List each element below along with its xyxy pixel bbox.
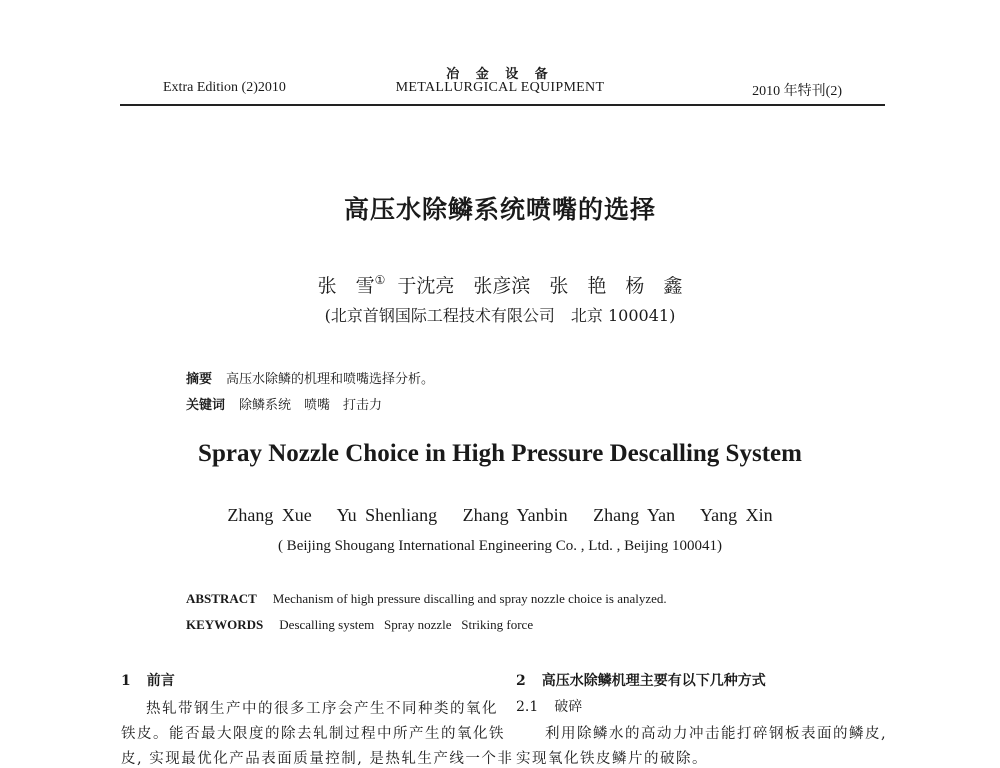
body-line: 热轧带钢生产中的很多工序会产生不同种类的氧化 [146,701,498,717]
abstract-cn-text: 高压水除鳞的机理和喷嘴选择分析。 [226,372,435,387]
header-edition: Extra Edition (2)2010 [163,80,286,95]
section-number: 1 [121,673,131,689]
body-line: 实现氧化铁皮鳞片的破除。 [516,751,708,767]
keywords-en [186,617,533,633]
authors-cn [0,271,1000,298]
subsection-heading [516,696,582,716]
subsection-number: 2.1 [516,699,539,715]
section-heading-intro [121,670,175,690]
header-issue: 2010 年特刊(2) [752,84,842,99]
section-number: 2 [516,673,526,689]
keywords-cn-text: 除鳞系统 喷嘴 打击力 [239,398,383,413]
journal-name-cn: 冶 金 设 备 [446,67,554,82]
body-line: 利用除鳞水的高动力冲击能打碎钢板表面的鳞皮, [545,726,888,742]
section-title: 前言 [146,673,175,689]
keywords-cn-label: 关键词 [186,398,226,413]
subsection-title: 破碎 [554,699,583,715]
affiliation-en: ( Beijing Shougang International Engineering Co. , Ltd. , Beijing 100041) [277,538,723,554]
abstract-cn [186,368,434,387]
first-author-cn: 张 雪 [317,275,375,297]
header-rule [120,104,885,106]
section-heading-mechanism [516,670,766,690]
keywords-en-label: KEYWORDS [186,617,264,632]
paper-title-cn: 高压水除鳞系统喷嘴的选择 [343,195,656,224]
section-title: 高压水除鳞机理主要有以下几种方式 [541,673,766,689]
body-line: 铁皮。能否最大限度的除去轧制过程中所产生的氧化铁 [121,726,505,742]
abstract-en-label: ABSTRACT [186,591,257,606]
keywords-en-text: Descalling system Spray nozzle Striking force [279,617,534,632]
abstract-en-text: Mechanism of high pressure discalling and spray nozzle choice is analyzed. [272,591,667,606]
keywords-cn [186,394,382,413]
footnote-mark: ① [374,273,386,287]
other-authors-cn: 于沈亮 张彦滨 张 艳 杨 鑫 [397,275,683,297]
paper-title-en: Spray Nozzle Choice in High Pressure Descalling System [198,440,802,467]
journal-name-en: METALLURGICAL EQUIPMENT [395,80,605,95]
authors-en: Zhang Xue Yu Shenliang Zhang Yanbin Zhang Yan Yang Xin [227,505,773,525]
affiliation-cn: (北京首钢国际工程技术有限公司 北京 100041) [324,306,676,325]
abstract-cn-label: 摘要 [186,372,213,387]
abstract-en [186,591,667,607]
body-line: 皮, 实现最优化产品表面质量控制, 是热轧生产线一个非 [121,751,514,767]
